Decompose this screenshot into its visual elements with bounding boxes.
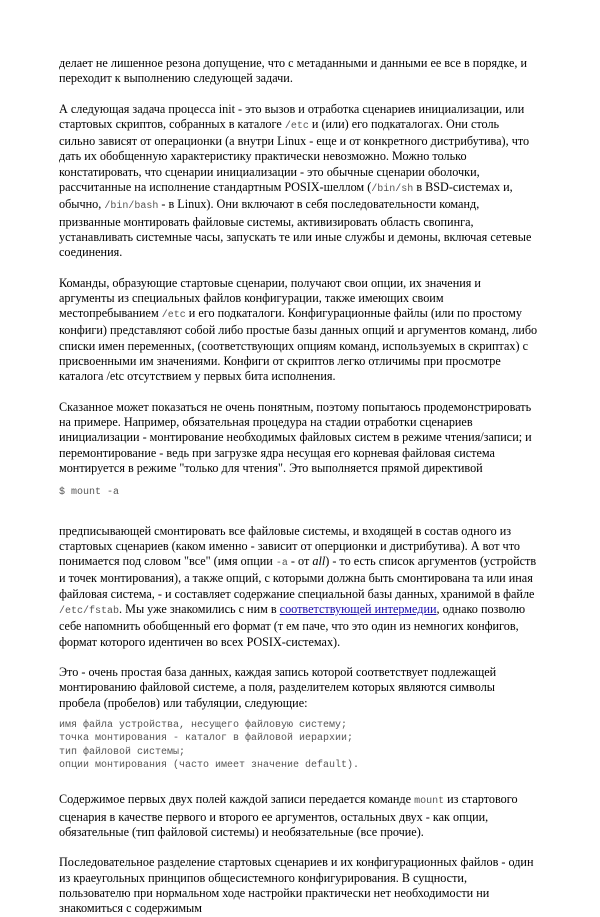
command-name-mount: mount bbox=[414, 796, 445, 808]
list-item: имя файла устройства, несущего файловую систему; bbox=[59, 719, 348, 731]
path-bin-bash: /bin/bash bbox=[104, 201, 159, 213]
text: , однако позволю себе напомнить обобщенный его формат (т ем паче, что это один из немногих конфигов, формат которого идентичен во всех POSIX-системах). bbox=[59, 602, 526, 649]
list-item: точка монтирования - каталог в файловой иерархии; bbox=[59, 733, 354, 745]
text: Команды, образующие стартовые сценарии, получают свои опции, их значения и аргументы из специальных файлов конфигурации, также имеющих своим местопребыванием bbox=[59, 275, 481, 321]
path-etc: /etc bbox=[161, 310, 186, 322]
text: - от bbox=[287, 554, 313, 569]
path-bin-sh: /bin/sh bbox=[371, 184, 414, 196]
paragraph-4: Сказанное может показаться не очень понятным, поэтому попытаюсь продемонстрировать на примере. Например, обязательная процедура на стадии отработки сценариев инициализации - монтирование необходимых файловых систем в режиме чтения/записи; и перемонтирование - ведь при загрузке ядра несущая его корневая файловая система монтируется в режиме "только для чтения". Это выполняется прямой директивой bbox=[59, 399, 532, 475]
paragraph-8: Последовательное разделение стартовых сценариев и их конфигурационных файлов - один из краеугольных принципов общесистемного конфигурирования. В сущности, пользователю при нормальном ходе настройки практически нет необходимости ни знакомиться с содержимым bbox=[59, 855, 534, 916]
text: из стартового сценария в качестве первого и второго ее аргументов, остальных двух - как опции, обязательные (тип файловой системы) и необязательные (все прочие). bbox=[59, 792, 518, 840]
text: и (или) его подкаталогах. Они столь сильно зависят от операционки (а внутри Linux - еще и от конкретного дистрибутива), что дать их обобщенную характеристику практически невозможно. Можно только констатировать, что сценарии инициализации - это обычные сценарии оболочки, рассчитанные на исполнение стандартным POSIX-шеллом ( bbox=[59, 116, 530, 195]
text: ) - то есть список аргументов (устройств и точек монтирования), а также опций, с которыми должна быть смонтирована та или иная файловая система, - и составляет содержание специальной базы данных, хранимой в файле bbox=[59, 554, 537, 601]
paragraph-5 bbox=[59, 524, 538, 650]
emphasis-all: all bbox=[312, 554, 326, 569]
list-item: опции монтирования (часто имеет значение default). bbox=[59, 760, 360, 772]
paragraph-1: делает не лишенное резона допущение, что с метаданными и данными ее все в порядке, и переходит к выполнению следующей задачи. bbox=[59, 56, 527, 86]
text: в BSD-системах и, обычно, bbox=[59, 180, 513, 212]
text: и его подкаталоги. Конфигурационные файлы (или по простому конфиги) представляют собой либо простые базы данных опций и аргументов команд, либо списки имен переменных, (соответствующих опциям команд, используемых в скриптах) с присвоенными им значениями. Конфиги от скриптов легко отличимы при просмотре каталога /etc отсутствием у первых бита исполнения. bbox=[59, 306, 538, 384]
option-a: -a bbox=[275, 558, 288, 570]
path-etc-fstab: /etc/fstab bbox=[59, 606, 120, 618]
text: предписывающей смонтировать все файловые системы, и входящей в состав одного из стартовых сценариев (каком именно - зависит от оперционки и дистрибутива). А вот что понимается под словом "все" (имя опции bbox=[59, 523, 520, 569]
paragraph-7 bbox=[59, 792, 538, 840]
command-mount: $ mount -a bbox=[59, 487, 120, 499]
intermission-link[interactable]: соответствующей интермедии bbox=[279, 602, 437, 617]
text: . Мы уже знакомились с ним в bbox=[119, 602, 280, 617]
paragraph-2 bbox=[59, 102, 538, 261]
text: - в Linux). Они включают в себя последовательности команд, призванные монтировать файловые системы, активизировать область свопинга, устанавливать системные часы, запускать те или иные службы и демоны, включая сетевые соединения. bbox=[59, 197, 532, 260]
path-etc: /etc bbox=[284, 120, 309, 132]
text: А следующая задача процесса init - это вызов и отработка сценариев инициализации, или стартовых скриптов, собранных в каталоге bbox=[59, 101, 525, 131]
paragraph-3 bbox=[59, 276, 538, 385]
text: Содержимое первых двух полей каждой записи передается команде bbox=[59, 792, 415, 807]
fstab-fields-list bbox=[59, 719, 538, 773]
paragraph-6: Это - очень простая база данных, каждая запись которой соответствует подлежащей монтированию файловой системе, а поля, разделителем которых являются символы пробела (пробелов) или табуляции, следующие: bbox=[59, 664, 497, 710]
list-item: тип файловой системы; bbox=[59, 746, 186, 758]
